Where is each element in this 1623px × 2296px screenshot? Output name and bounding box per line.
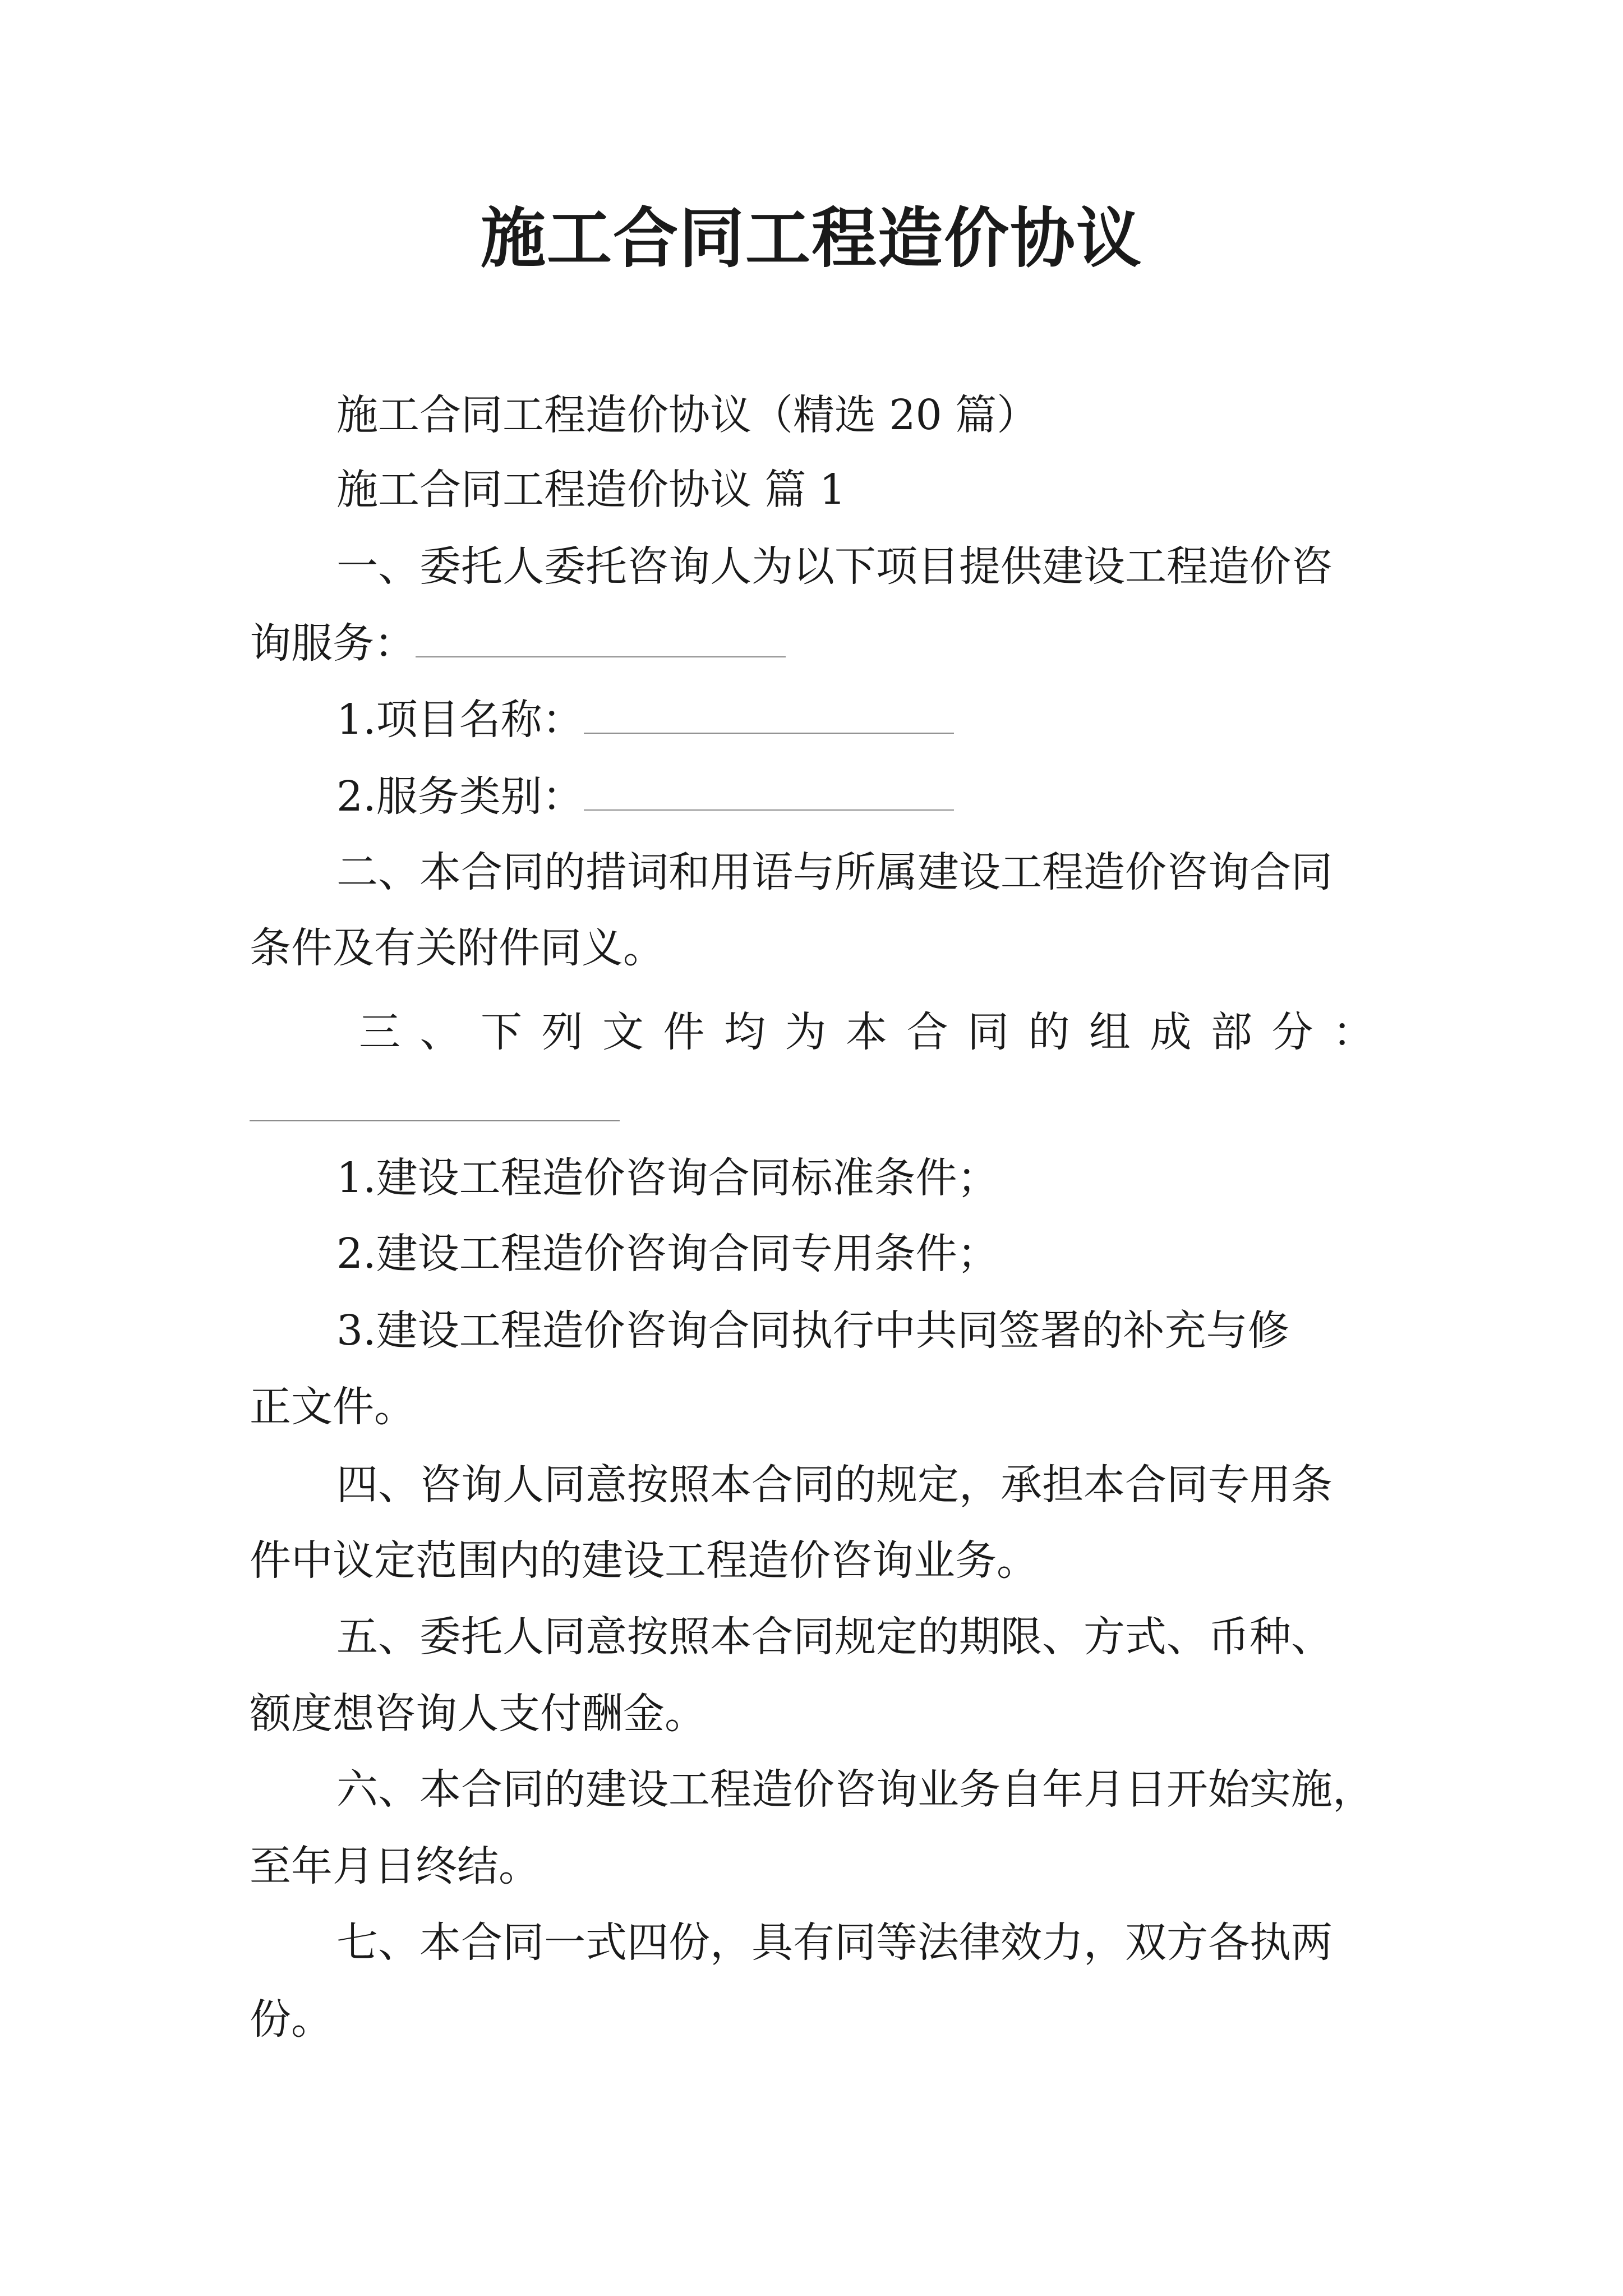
paragraph-3-char: 的 bbox=[1028, 1008, 1070, 1056]
subtitle: 施工合同工程造价协议（精选 20 篇） bbox=[336, 391, 1039, 439]
paragraph-4-line-2: 件中议定范围内的建设工程造价咨询业务。 bbox=[250, 1536, 1038, 1585]
document-item-3-line-2: 正文件。 bbox=[250, 1383, 416, 1431]
paragraph-2-line-2: 条件及有关附件同义。 bbox=[250, 924, 665, 972]
paragraph-3-char: 合 bbox=[906, 1008, 948, 1056]
paragraph-1-line-1: 一、委托人委托咨询人为以下项目提供建设工程造价咨 bbox=[336, 542, 1332, 591]
project-name-label: 1.项目名称： bbox=[336, 696, 584, 744]
paragraph-3-char: 三 bbox=[359, 1008, 400, 1056]
paragraph-3-char: 组 bbox=[1089, 1008, 1131, 1056]
paragraph-2-line-1: 二、本合同的措词和用语与所属建设工程造价咨询合同 bbox=[336, 848, 1332, 896]
paragraph-7-line-2: 份。 bbox=[250, 1995, 333, 2044]
paragraph-3-char: ： bbox=[1332, 1008, 1374, 1056]
paragraph-3-char: 件 bbox=[663, 1008, 705, 1056]
document-item-1: 1.建设工程造价咨询合同标准条件； bbox=[336, 1154, 999, 1202]
paragraph-3-char: 同 bbox=[967, 1008, 1009, 1056]
paragraph-3-char: 均 bbox=[724, 1008, 766, 1056]
document-item-2: 2.建设工程造价咨询合同专用条件； bbox=[336, 1230, 999, 1278]
paragraph-1-line-2 bbox=[250, 615, 786, 671]
paragraph-3-char: 为 bbox=[785, 1008, 827, 1056]
service-type-line bbox=[336, 769, 954, 825]
section-heading: 施工合同工程造价协议 篇 1 bbox=[336, 466, 846, 514]
paragraph-3-char: 部 bbox=[1211, 1008, 1252, 1056]
paragraph-3-char: 文 bbox=[602, 1008, 644, 1056]
paragraph-3-char: 本 bbox=[846, 1008, 887, 1056]
project-name-line bbox=[336, 692, 954, 748]
project-name-blank-field bbox=[584, 693, 954, 734]
service-blank-field bbox=[416, 617, 786, 657]
paragraph-4-line-1: 四、咨询人同意按照本合同的规定，承担本合同专用条 bbox=[336, 1461, 1332, 1509]
paragraph-7-line-1: 七、本合同一式四份，具有同等法律效力，双方各执两 bbox=[336, 1918, 1332, 1967]
document-item-3-line-1: 3.建设工程造价咨询合同执行中共同签署的补充与修 bbox=[336, 1306, 1289, 1355]
paragraph-3-char: 分 bbox=[1271, 1008, 1313, 1056]
service-type-blank-field bbox=[584, 770, 954, 811]
paragraph-3-line-1 bbox=[359, 1004, 1374, 1060]
paragraph-6-line-1: 六、本合同的建设工程造价咨询业务自年月日开始实施， bbox=[336, 1765, 1374, 1814]
service-type-label: 2.服务类别： bbox=[336, 772, 584, 821]
paragraph-3-char: 、 bbox=[419, 1008, 462, 1056]
paragraph-1-line-2-text: 询服务： bbox=[250, 619, 416, 668]
paragraph-5-line-2: 额度想咨询人支付酬金。 bbox=[250, 1690, 706, 1738]
paragraph-3-char: 列 bbox=[541, 1008, 583, 1056]
contract-documents-blank-field bbox=[250, 1119, 620, 1121]
paragraph-5-line-1: 五、委托人同意按照本合同规定的期限、方式、币种、 bbox=[336, 1613, 1332, 1661]
paragraph-3-char: 下 bbox=[481, 1008, 522, 1056]
paragraph-6-line-2: 至年月日终结。 bbox=[250, 1842, 540, 1890]
document-title: 施工合同工程造价协议 bbox=[481, 200, 1142, 277]
paragraph-3-char: 成 bbox=[1150, 1008, 1192, 1056]
